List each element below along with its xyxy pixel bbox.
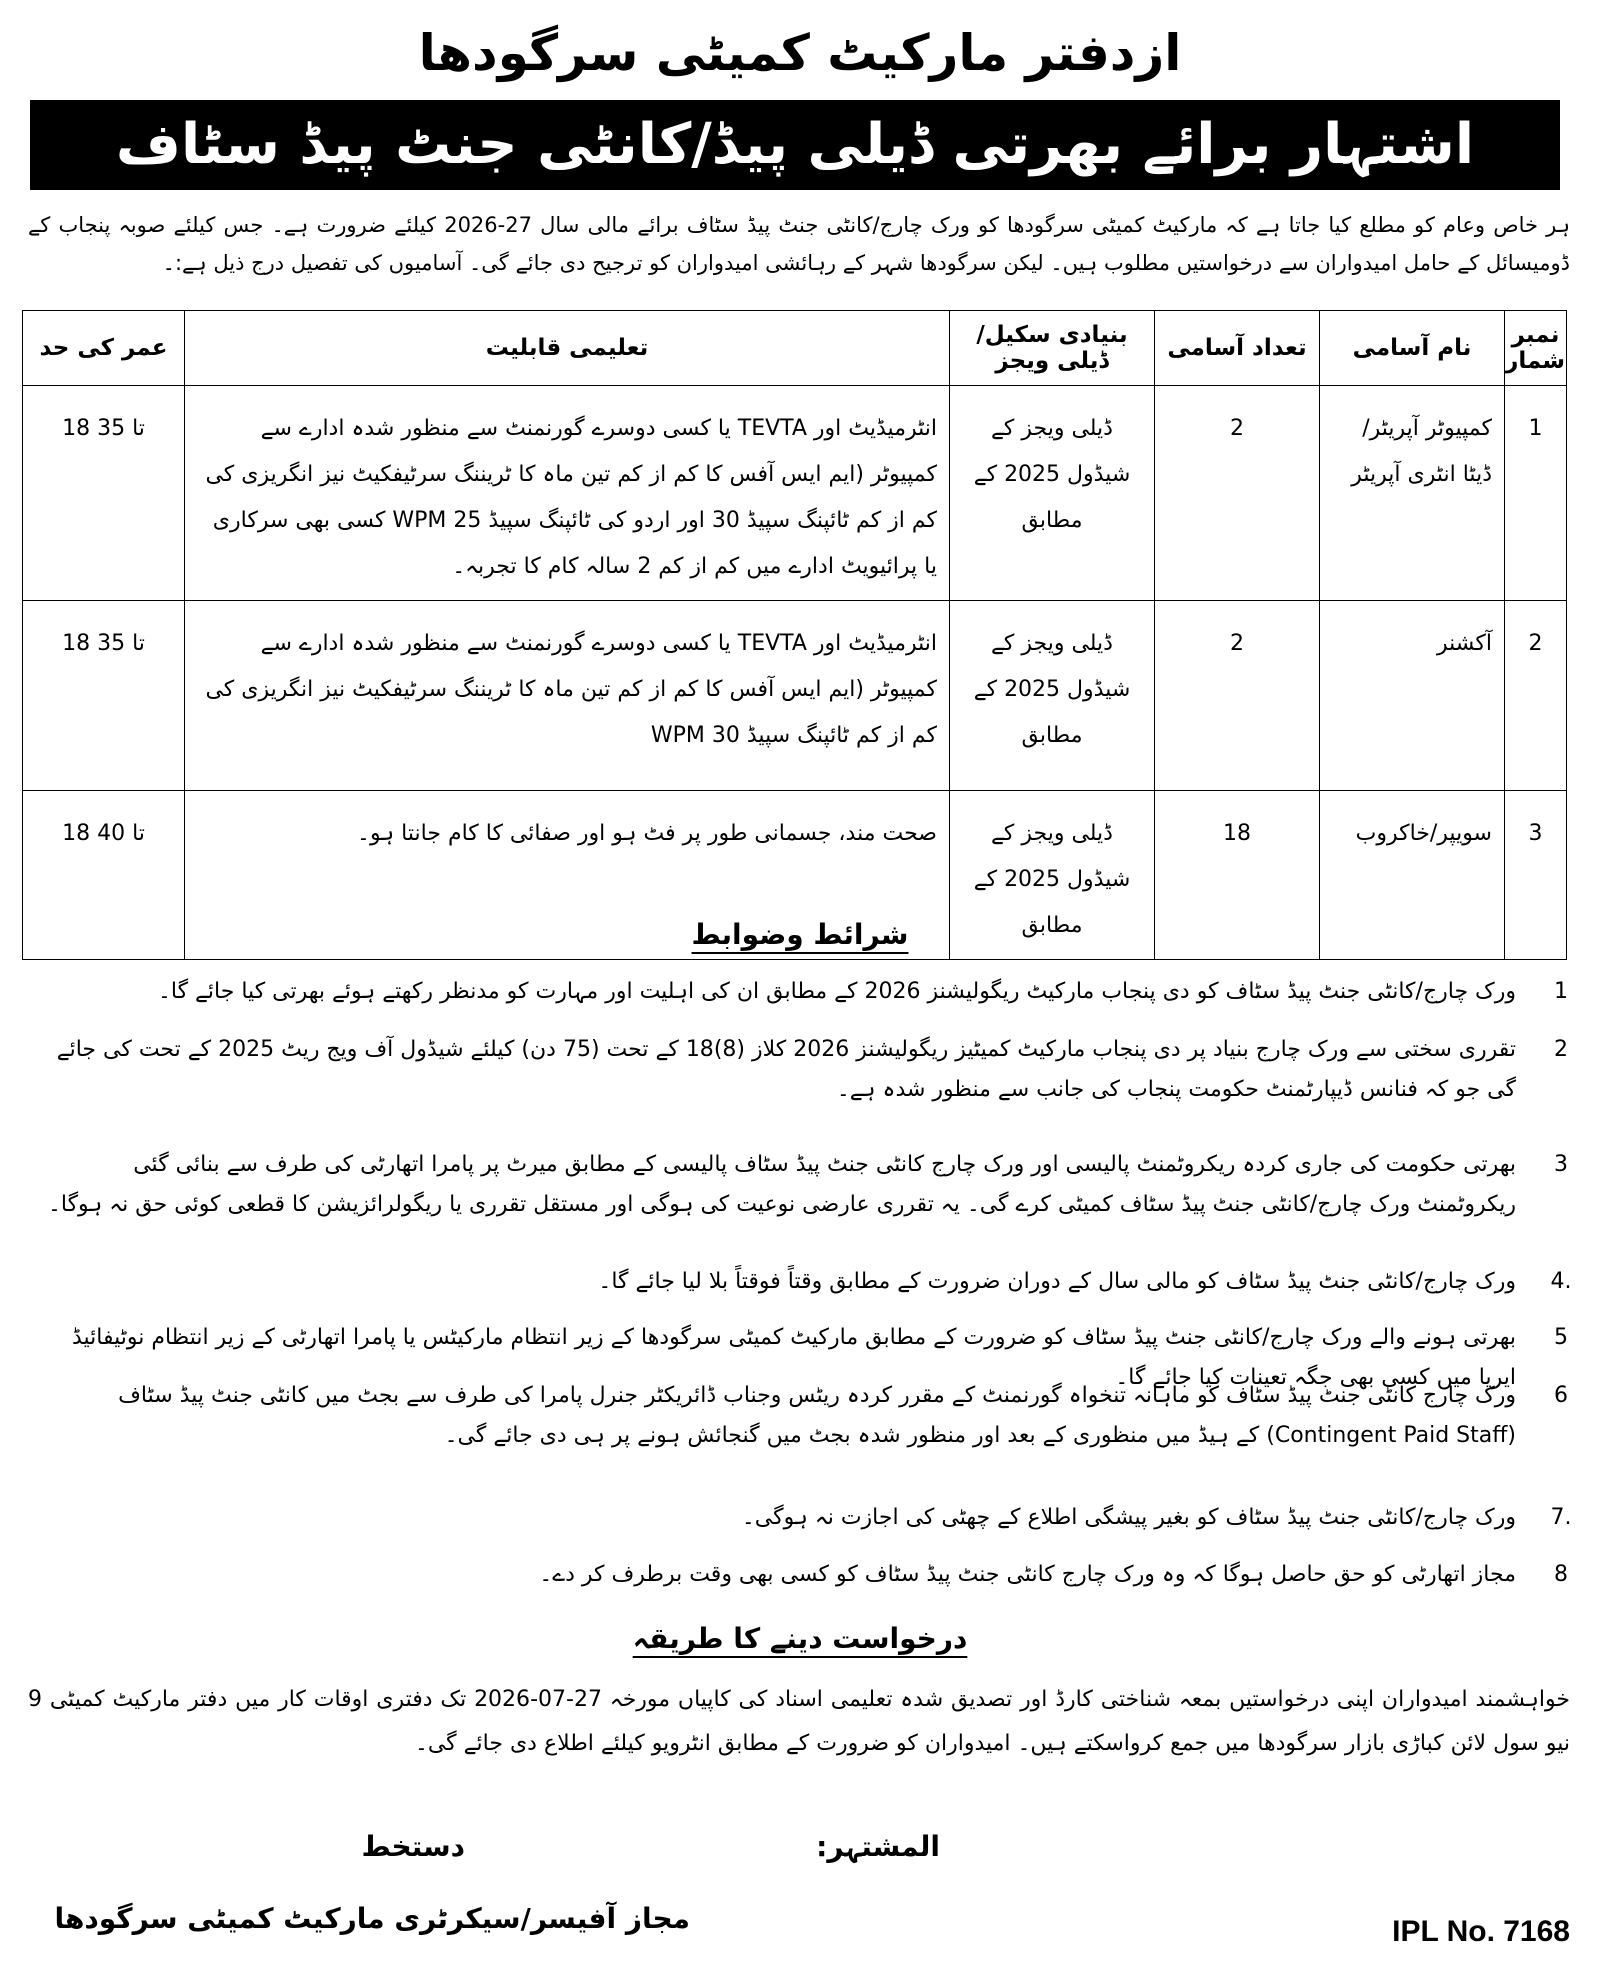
term-item: [40, 972, 1576, 1012]
term-text: ورک چارج/کانٹی جنٹ پیڈ سٹاف کو بغیر پیشگی اطلاع کے چھٹی کی اجازت نہ ہوگی۔: [741, 1505, 1516, 1530]
age-limit-cell: 18 تا 35: [23, 386, 185, 601]
intro-paragraph: ہر خاص وعام کو مطلع کیا جاتا ہے کہ مارکیٹ کمیٹی سرگودھا کو ورک چارج/کانٹی جنٹ پیڈ سٹاف برائے مالی سال 27-2026 کیلئے ضرورت ہے۔ جس کیلئے صوبہ پنجاب کے ڈومیسائل کے حامل امیدواران سے درخواستیں مطلوب ہیں۔ لیکن سرگودھا شہر کے رہائشی امیدواران کو ترجیح دی جائے گی۔ آسامیوں کی تفصیل درج ذیل ہے:۔: [28, 213, 1570, 275]
serial-no-cell: 3: [1505, 791, 1567, 960]
application-method-heading: درخواست دینے کا طریقہ: [632, 1622, 968, 1655]
authorized-officer: مجاز آفیسر/سیکرٹری مارکیٹ کمیٹی سرگودھا: [54, 1902, 690, 1935]
term-text: بھرتی حکومت کی جاری کردہ ریکروٹمنٹ پالیسی اور ورک چارج کانٹی جنٹ پیڈ سٹاف پالیسی کے مطابق میرٹ پر پامرا اتھارٹی کی طرف سے بنائی گئی ریکروٹمنٹ ورک چارج/کانٹی جنٹ پیڈ سٹاف کمیٹی کرے گی۔ یہ تقرری عارضی نوعیت کی ہوگی اور مستقل تقرری یا ریگولرائزیشن کا قطعی کوئی حق نہ ہوگا۔: [47, 1152, 1516, 1217]
age-limit-cell: 18 تا 40: [23, 791, 185, 960]
header-post-name: نام آسامی: [1320, 311, 1505, 386]
post-count-cell: 18: [1155, 791, 1320, 960]
header-serial-no: نمبر شمار: [1505, 311, 1567, 386]
term-text: تقرری سختی سے ورک چارج بنیاد پر دی پنجاب مارکیٹ کمیٹیز ریگولیشنز 2026 کلاز (8)18 کے تحت (75 دن) کیلئے شیڈول آف ویج ریٹ 2025 کے تحت کی جائے گی جو کہ فنانس ڈیپارٹمنٹ حکومت پنجاب کی جانب سے منظور شدہ ہے۔: [56, 1037, 1516, 1102]
term-text: ورک چارج/کانٹی جنٹ پیڈ سٹاف کو مالی سال کے دوران ضرورت کے مطابق وقتاً فوقتاً بلا لیا جائے گا۔: [598, 1269, 1516, 1294]
terms-heading: شرائط وضوابط: [691, 918, 909, 951]
term-number: 3: [1554, 1152, 1568, 1177]
term-number: 1: [1554, 979, 1568, 1004]
age-limit-cell: 18 تا 35: [23, 601, 185, 791]
term-text: ورک چارج کانٹی جنٹ پیڈ سٹاف کو ماہانہ تنخواہ گورنمنٹ کے مقرر کردہ ریٹس وجناب ڈائریکٹر جنرل پامرا کی طرف سے بجٹ میں کانٹی جنٹ پیڈ سٹاف (Contingent Paid Staff) کے ہیڈ میں منظوری کے بعد اور منظور شدہ بجٹ میں گنجائش ہونے پر ہی دی جائے گی۔: [118, 1383, 1516, 1448]
term-text: بھرتی ہونے والے ورک چارج/کانٹی جنٹ پیڈ سٹاف کو ضرورت کے مطابق مارکیٹ کمیٹی سرگودھا کے زیر انتظام مارکیٹس یا پامرا اتھارٹی کے زیر انتظام نوٹیفائیڈ ایریا میں کسی بھی جگہ تعینات کیا جائے گا۔: [71, 1325, 1516, 1390]
term-number: 8: [1554, 1562, 1568, 1587]
post-name-cell: آکشنر: [1320, 601, 1505, 791]
serial-no-cell: 1: [1505, 386, 1567, 601]
term-item: [40, 1145, 1576, 1225]
advertisement-title-band: اشتہار برائے بھرتی ڈیلی پیڈ/کانٹی جنٹ پیڈ سٹاف: [30, 100, 1560, 190]
pay-scale-cell: ڈیلی ویجز کے شیڈول 2025 کے مطابق: [950, 386, 1155, 601]
post-name-cell: کمپیوٹر آپریٹر/ ڈیٹا انٹری آپریٹر: [1320, 386, 1505, 601]
signature-label: دستخط: [361, 1830, 465, 1863]
term-number: 2: [1554, 1037, 1568, 1062]
header-qualification: تعلیمی قابلیت: [185, 311, 950, 386]
qualification-cell: انٹرمیڈیٹ اور TEVTA یا کسی دوسرے گورنمنٹ سے منظور شدہ ادارے سے کمپیوٹر (ایم ایس آفس کا کم از کم تین ماہ کا ٹریننگ سرٹیفکیٹ نیز انگریزی کی کم از کم ٹائپنگ سپیڈ 30 WPM: [185, 601, 950, 791]
qualification-cell: انٹرمیڈیٹ اور TEVTA یا کسی دوسرے گورنمنٹ سے منظور شدہ ادارے سے کمپیوٹر (ایم ایس آفس کا کم از کم تین ماہ کا ٹریننگ سرٹیفکیٹ نیز انگریزی کی کم از کم ٹائپنگ سپیڈ 30 اور اردو کی ٹائپنگ سپیڈ 25 WPM کسی بھی سرکاری یا پرائیویٹ ادارے میں کم از کم 2 سالہ کام کا تجربہ۔: [185, 386, 950, 601]
header-post-count: تعداد آسامی: [1155, 311, 1320, 386]
header-pay-scale: بنیادی سکیل/ڈیلی ویجز: [950, 311, 1155, 386]
term-item: [40, 1262, 1576, 1302]
pay-scale-cell: ڈیلی ویجز کے شیڈول 2025 کے مطابق: [950, 791, 1155, 960]
term-number: 7.: [1550, 1505, 1572, 1530]
term-text: ورک چارج/کانٹی جنٹ پیڈ سٹاف کو دی پنجاب مارکیٹ ریگولیشنز 2026 کے مطابق ان کی اہلیت اور مہارت کو مدنظر رکھتے ہوئے بھرتی کیا جائے گا۔: [157, 979, 1516, 1004]
term-item: [40, 1498, 1576, 1538]
term-item: [40, 1376, 1576, 1456]
serial-no-cell: 2: [1505, 601, 1567, 791]
header-age-limit: عمر کی حد: [23, 311, 185, 386]
post-count-cell: 2: [1155, 601, 1320, 791]
vacancies-table: [22, 310, 1567, 960]
post-name-cell: سویپر/خاکروب: [1320, 791, 1505, 960]
post-count-cell: 2: [1155, 386, 1320, 601]
term-number: 4.: [1550, 1269, 1572, 1294]
term-number: 6: [1554, 1383, 1568, 1408]
advertiser-label: المشتہر:: [816, 1830, 940, 1863]
term-number: 5: [1554, 1325, 1568, 1350]
table-row: [23, 601, 1567, 791]
table-header-row: [23, 311, 1567, 386]
ipl-number: IPL No. 7168: [1392, 1915, 1570, 1948]
table-row: [23, 386, 1567, 601]
pay-scale-cell: ڈیلی ویجز کے شیڈول 2025 کے مطابق: [950, 601, 1155, 791]
term-text: مجاز اتھارٹی کو حق حاصل ہوگا کہ وہ ورک چارج کانٹی جنٹ پیڈ سٹاف کو کسی بھی وقت برطرف کر دے۔: [539, 1562, 1516, 1587]
term-item: [40, 1555, 1576, 1595]
term-item: [40, 1030, 1576, 1110]
office-title: ازدفتر مارکیٹ کمیٹی سرگودھا: [418, 24, 1182, 82]
qualification-cell: صحت مند، جسمانی طور پر فٹ ہو اور صفائی کا کام جانتا ہو۔: [185, 791, 950, 960]
application-method-text: خواہشمند امیدواران اپنی درخواستیں بمعہ شناختی کارڈ اور تصدیق شدہ تعلیمی اسناد کی کاپیاں مورخہ 27-07-2026 تک دفتری اوقات کار میں دفتر مارکیٹ کمیٹی 9 نیو سول لائن کباڑی بازار سرگودھا میں جمع کرواسکتے ہیں۔ امیدواران کو ضرورت کے مطابق انٹرویو کیلئے اطلاع دی جائے گی۔: [28, 1687, 1570, 1756]
